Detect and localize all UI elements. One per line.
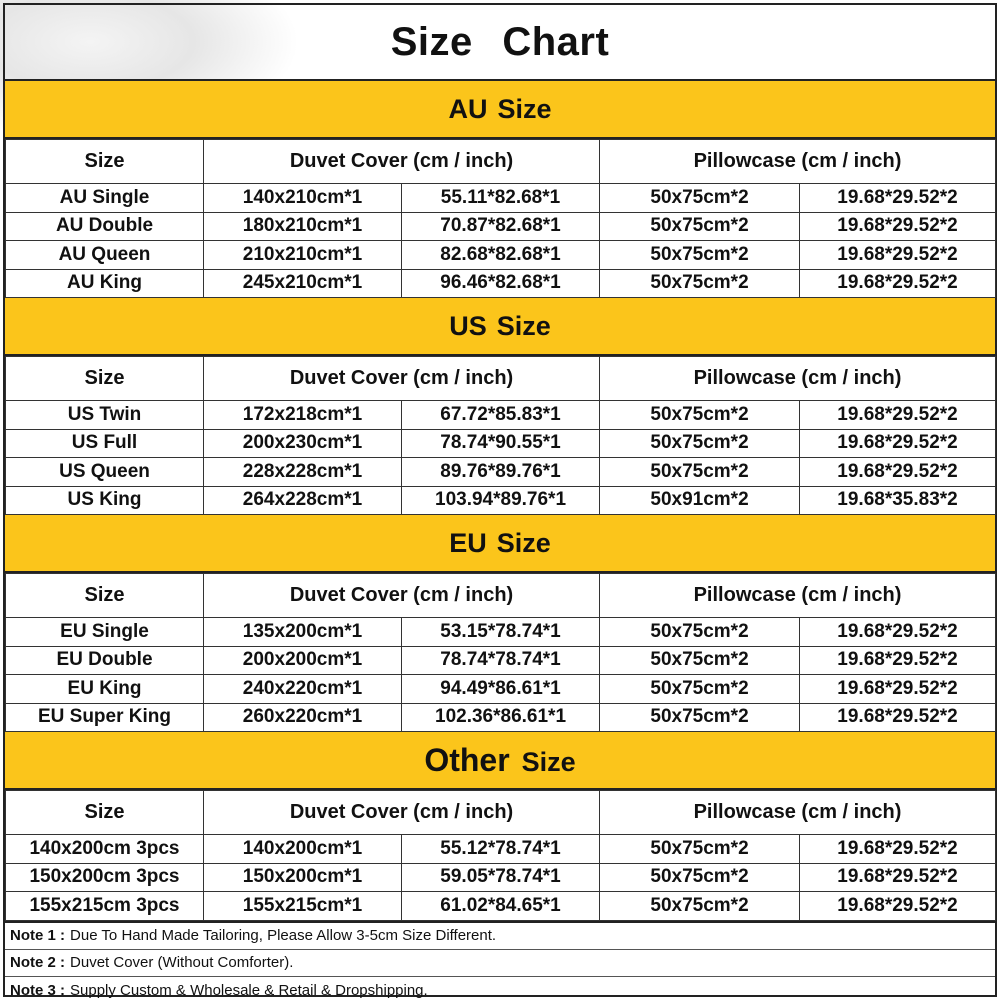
- section-band-other: [5, 732, 995, 790]
- section-title-main: AU: [448, 93, 488, 124]
- cell-size: 155x215cm 3pcs: [6, 892, 204, 921]
- table-row: [6, 863, 996, 892]
- cell-duvet-in: 55.12*78.74*1: [402, 835, 600, 864]
- note-text: Due To Hand Made Tailoring, Please Allow 3-5cm Size Different.: [70, 927, 497, 944]
- cell-pillow-cm: 50x75cm*2: [600, 646, 800, 675]
- header-pillow: Pillowcase (cm / inch): [600, 791, 996, 835]
- size-chart: [3, 3, 997, 997]
- cell-pillow-cm: 50x75cm*2: [600, 675, 800, 704]
- cell-size: US Queen: [6, 458, 204, 487]
- cell-duvet-cm: 150x200cm*1: [204, 863, 402, 892]
- header-duvet: Duvet Cover (cm / inch): [204, 574, 600, 618]
- cell-pillow-cm: 50x75cm*2: [600, 401, 800, 430]
- cell-duvet-in: 89.76*89.76*1: [402, 458, 600, 487]
- cell-duvet-in: 78.74*90.55*1: [402, 429, 600, 458]
- cell-duvet-cm: 240x220cm*1: [204, 675, 402, 704]
- section-band-eu: [5, 515, 995, 573]
- cell-size: AU King: [6, 269, 204, 298]
- section-title-main: Other: [424, 741, 510, 778]
- header-size: Size: [6, 140, 204, 184]
- note-text: Supply Custom & Wholesale & Retail & Dropshipping.: [70, 981, 428, 999]
- cell-pillow-in: 19.68*35.83*2: [800, 486, 996, 515]
- cell-size: AU Queen: [6, 241, 204, 270]
- section-title-main: US: [449, 310, 487, 341]
- cell-duvet-in: 67.72*85.83*1: [402, 401, 600, 430]
- note-label: Note 2 :: [10, 954, 66, 971]
- table-row: [6, 703, 996, 732]
- chart-title: Size Chart: [390, 19, 610, 64]
- section-title-rest: Size: [496, 527, 551, 558]
- header-size: Size: [6, 574, 204, 618]
- section-title-rest: Size: [497, 93, 552, 124]
- cell-pillow-in: 19.68*29.52*2: [800, 241, 996, 270]
- cell-duvet-cm: 140x210cm*1: [204, 184, 402, 213]
- cell-size: AU Single: [6, 184, 204, 213]
- table-row: [6, 835, 996, 864]
- table-row: [6, 269, 996, 298]
- cell-pillow-cm: 50x75cm*2: [600, 835, 800, 864]
- cell-duvet-cm: 245x210cm*1: [204, 269, 402, 298]
- cell-duvet-in: 102.36*86.61*1: [402, 703, 600, 732]
- cell-pillow-in: 19.68*29.52*2: [800, 675, 996, 704]
- cell-duvet-cm: 135x200cm*1: [204, 618, 402, 647]
- cell-duvet-in: 78.74*78.74*1: [402, 646, 600, 675]
- cell-pillow-cm: 50x75cm*2: [600, 703, 800, 732]
- note-1: [5, 923, 995, 950]
- cell-duvet-cm: 260x220cm*1: [204, 703, 402, 732]
- cell-duvet-cm: 264x228cm*1: [204, 486, 402, 515]
- cell-duvet-cm: 228x228cm*1: [204, 458, 402, 487]
- cell-pillow-cm: 50x75cm*2: [600, 892, 800, 921]
- note-2: [5, 950, 995, 977]
- table-row: [6, 184, 996, 213]
- cell-duvet-cm: 210x210cm*1: [204, 241, 402, 270]
- cell-duvet-in: 82.68*82.68*1: [402, 241, 600, 270]
- section-band-us: [5, 298, 995, 356]
- cell-duvet-cm: 180x210cm*1: [204, 212, 402, 241]
- cell-pillow-in: 19.68*29.52*2: [800, 458, 996, 487]
- cell-duvet-in: 70.87*82.68*1: [402, 212, 600, 241]
- cell-size: US Full: [6, 429, 204, 458]
- header-size: Size: [6, 791, 204, 835]
- table-row: [6, 892, 996, 921]
- cell-pillow-in: 19.68*29.52*2: [800, 646, 996, 675]
- cell-pillow-cm: 50x75cm*2: [600, 184, 800, 213]
- table-row: [6, 486, 996, 515]
- cell-duvet-in: 103.94*89.76*1: [402, 486, 600, 515]
- cell-pillow-in: 19.68*29.52*2: [800, 429, 996, 458]
- size-table-us: [5, 356, 996, 515]
- cell-duvet-cm: 200x200cm*1: [204, 646, 402, 675]
- cell-size: AU Double: [6, 212, 204, 241]
- title-row: [5, 5, 995, 81]
- note-label: Note 3 :: [10, 981, 66, 999]
- cell-duvet-cm: 172x218cm*1: [204, 401, 402, 430]
- cell-duvet-in: 55.11*82.68*1: [402, 184, 600, 213]
- cell-pillow-cm: 50x75cm*2: [600, 269, 800, 298]
- size-table-eu: [5, 573, 996, 732]
- cell-pillow-cm: 50x91cm*2: [600, 486, 800, 515]
- header-pillow: Pillowcase (cm / inch): [600, 357, 996, 401]
- cell-pillow-in: 19.68*29.52*2: [800, 618, 996, 647]
- cell-pillow-in: 19.68*29.52*2: [800, 863, 996, 892]
- cell-pillow-cm: 50x75cm*2: [600, 241, 800, 270]
- cell-pillow-cm: 50x75cm*2: [600, 618, 800, 647]
- cell-pillow-cm: 50x75cm*2: [600, 458, 800, 487]
- section-title: [449, 528, 551, 559]
- table-row: [6, 241, 996, 270]
- cell-size: US King: [6, 486, 204, 515]
- header-duvet: Duvet Cover (cm / inch): [204, 357, 600, 401]
- table-header-row: [6, 791, 996, 835]
- header-pillow: Pillowcase (cm / inch): [600, 140, 996, 184]
- notes: [5, 921, 995, 1000]
- cell-duvet-in: 94.49*86.61*1: [402, 675, 600, 704]
- cell-pillow-in: 19.68*29.52*2: [800, 703, 996, 732]
- size-table-au: [5, 139, 996, 298]
- size-table-other: [5, 790, 996, 921]
- cell-pillow-cm: 50x75cm*2: [600, 212, 800, 241]
- table-row: [6, 458, 996, 487]
- section-title-main: EU: [449, 527, 487, 558]
- note-text: Duvet Cover (Without Comforter).: [70, 954, 294, 971]
- cell-duvet-in: 59.05*78.74*1: [402, 863, 600, 892]
- cell-pillow-in: 19.68*29.52*2: [800, 269, 996, 298]
- section-title: [424, 742, 575, 779]
- cell-size: 140x200cm 3pcs: [6, 835, 204, 864]
- section-title-rest: Size: [496, 310, 551, 341]
- cell-pillow-in: 19.68*29.52*2: [800, 835, 996, 864]
- cell-duvet-in: 53.15*78.74*1: [402, 618, 600, 647]
- table-row: [6, 212, 996, 241]
- header-duvet: Duvet Cover (cm / inch): [204, 140, 600, 184]
- header-pillow: Pillowcase (cm / inch): [600, 574, 996, 618]
- section-title: [448, 94, 551, 125]
- table-header-row: [6, 140, 996, 184]
- cell-size: EU Double: [6, 646, 204, 675]
- cell-pillow-cm: 50x75cm*2: [600, 863, 800, 892]
- cell-size: EU King: [6, 675, 204, 704]
- cell-pillow-in: 19.68*29.52*2: [800, 401, 996, 430]
- cell-pillow-cm: 50x75cm*2: [600, 429, 800, 458]
- section-band-au: [5, 81, 995, 139]
- cell-size: 150x200cm 3pcs: [6, 863, 204, 892]
- table-row: [6, 646, 996, 675]
- cell-duvet-cm: 200x230cm*1: [204, 429, 402, 458]
- cell-duvet-in: 61.02*84.65*1: [402, 892, 600, 921]
- cell-duvet-cm: 140x200cm*1: [204, 835, 402, 864]
- cell-pillow-in: 19.68*29.52*2: [800, 184, 996, 213]
- cell-pillow-in: 19.68*29.52*2: [800, 892, 996, 921]
- header-size: Size: [6, 357, 204, 401]
- note-3: [5, 977, 995, 1000]
- cell-duvet-cm: 155x215cm*1: [204, 892, 402, 921]
- table-header-row: [6, 357, 996, 401]
- header-duvet: Duvet Cover (cm / inch): [204, 791, 600, 835]
- cell-duvet-in: 96.46*82.68*1: [402, 269, 600, 298]
- table-row: [6, 618, 996, 647]
- table-row: [6, 429, 996, 458]
- cell-size: EU Super King: [6, 703, 204, 732]
- section-title-rest: Size: [521, 746, 576, 777]
- cell-pillow-in: 19.68*29.52*2: [800, 212, 996, 241]
- table-header-row: [6, 574, 996, 618]
- cell-size: EU Single: [6, 618, 204, 647]
- table-row: [6, 401, 996, 430]
- note-label: Note 1 :: [10, 927, 66, 944]
- section-title: [449, 311, 551, 342]
- table-row: [6, 675, 996, 704]
- cell-size: US Twin: [6, 401, 204, 430]
